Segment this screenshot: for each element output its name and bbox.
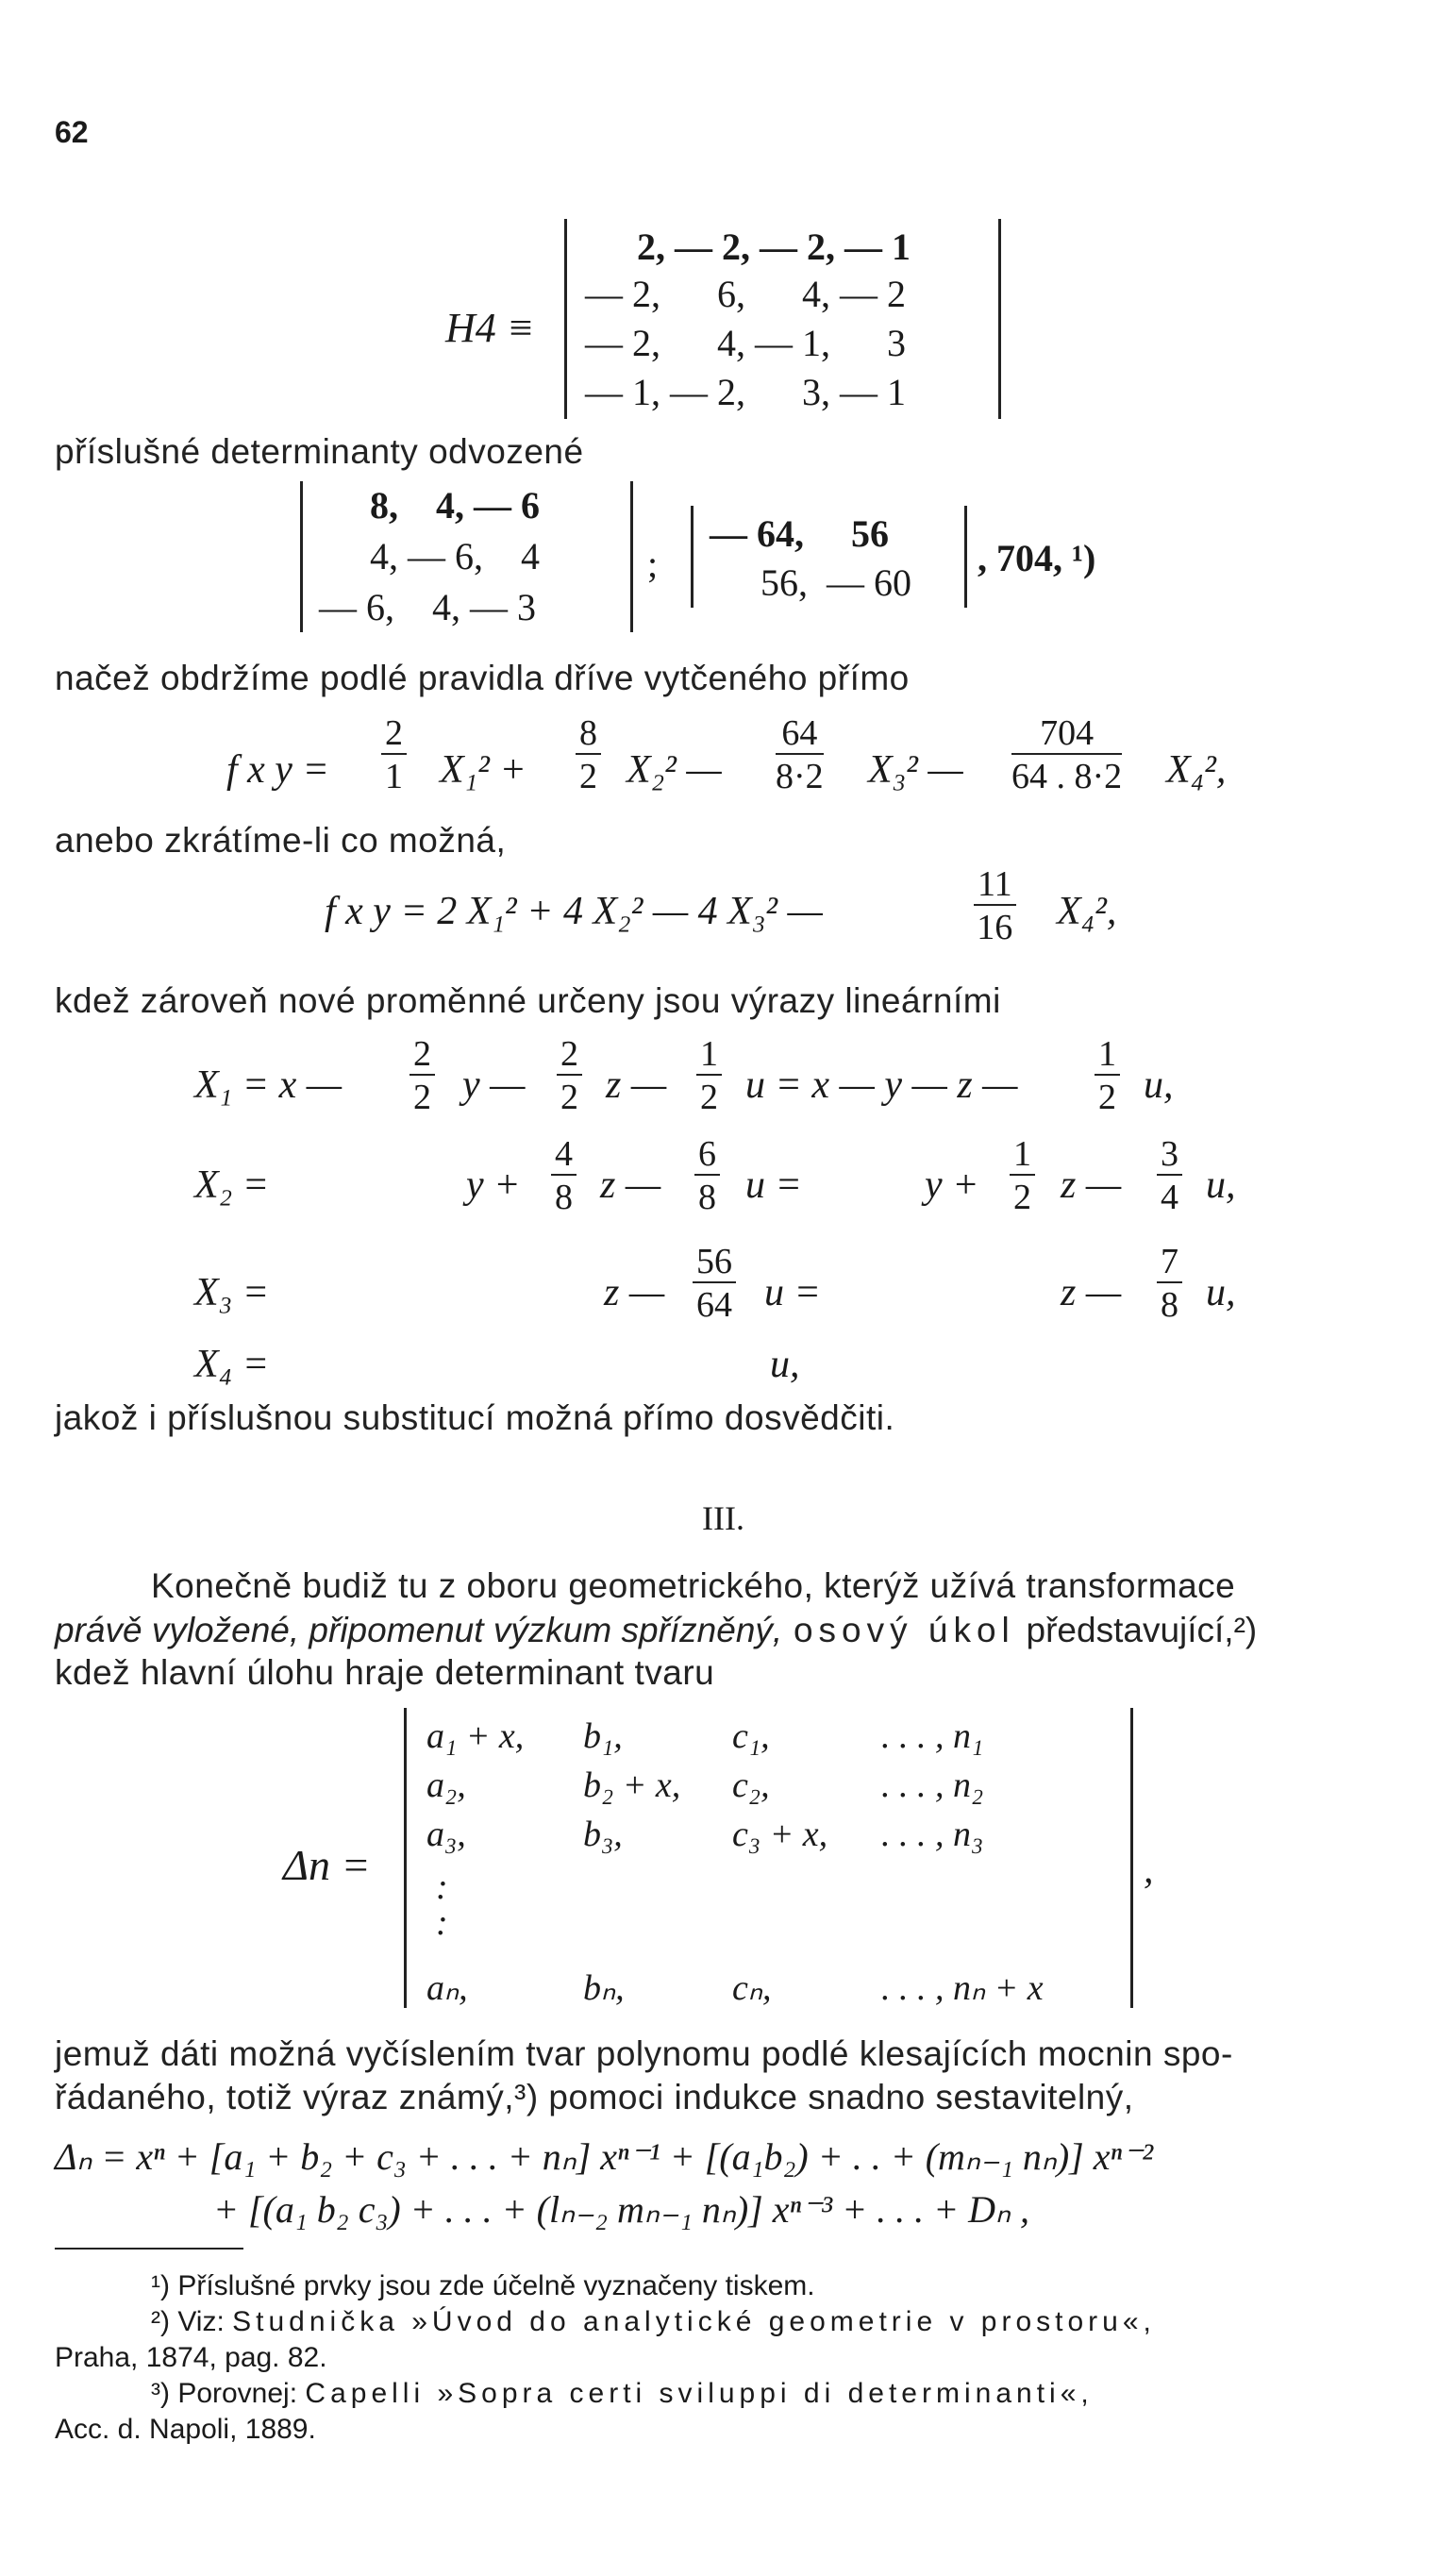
big-det-r2-c2: b₂ + x,	[583, 1765, 681, 1805]
eq1-frac-3-num: 64	[776, 715, 824, 755]
x1-frac-2-num: 2	[557, 1036, 582, 1076]
big-det-r3-c1: a₃,	[426, 1815, 466, 1854]
footnote-1: ¹) Příslušné prvky jsou zde účelně vyznačeny tiskem.	[151, 2270, 815, 2301]
para2-line-2: řádaného, totiž výraz známý,³) pomoci indukce snadno sestavitelný,	[55, 2078, 1134, 2116]
footnote-2-ref: Studnička »Úvod do analytické geometrie v prostoru«,	[232, 2306, 1156, 2337]
d2-row-1: — 64, 56	[710, 512, 889, 555]
para1-line-1: Konečně budiž tu z oboru geometrického, kterýž užívá transformace	[151, 1566, 1236, 1605]
big-det-right-bar	[1130, 1708, 1133, 2008]
big-det-vdots: :	[436, 1867, 448, 1907]
x1-frac-3-den: 2	[700, 1078, 718, 1117]
x1-frac-1-den: 2	[413, 1078, 431, 1117]
x1-frac-3-num: 1	[696, 1036, 722, 1076]
dets-separator: ;	[647, 543, 659, 585]
h4-label: H4 ≡	[445, 305, 535, 351]
eq1-frac-2-num: 8	[576, 715, 601, 755]
x3-term-a: z —	[604, 1271, 665, 1314]
eq1-frac-1-den: 1	[385, 757, 403, 796]
big-det-r5-c4: . . . , nₙ + x	[881, 1968, 1044, 2008]
x2-term-b: z —	[600, 1163, 661, 1207]
big-det-r2-c4: . . . , n₂	[881, 1765, 984, 1805]
eq1-frac-4-den: 64 . 8·2	[1011, 757, 1123, 796]
eq1-term-1: X₁² +	[440, 748, 526, 792]
x3-term-c: z —	[1061, 1271, 1122, 1314]
para2-line-1: jemuž dáti možná vyčíslením tvar polynomu podlé klesajících mocnin spo-	[55, 2034, 1233, 2073]
big-det-vdots-2: :	[436, 1903, 448, 1943]
big-det-r2-c1: a₂,	[426, 1765, 466, 1805]
x1-frac-4-den: 2	[1098, 1078, 1116, 1117]
text-obtain: načež obdržíme podlé pravidla dříve vytčeného přímo	[55, 659, 910, 697]
d3-row-1: 8, 4, — 6	[370, 484, 540, 527]
x2-frac-2-den: 8	[698, 1178, 716, 1217]
eq1-frac-2-den: 2	[579, 757, 597, 796]
x2-term-c: u =	[745, 1163, 802, 1207]
footnote-2	[151, 2306, 1156, 2338]
x2-frac-3-den: 2	[1013, 1178, 1031, 1217]
eq2-frac	[974, 866, 1016, 945]
big-det-r1-c1: a₁ + x,	[426, 1716, 525, 1756]
eq2-frac-den: 16	[977, 908, 1013, 947]
text-verify: jakož i příslušnou substitucí možná přímo dosvědčiti.	[55, 1398, 895, 1437]
big-det-r1-c2: b₁,	[583, 1716, 623, 1756]
x1-lhs: X₁ = x —	[194, 1063, 343, 1107]
x3-frac-2-den: 8	[1161, 1285, 1178, 1325]
d3-left-bar	[300, 481, 303, 632]
footnote-3-lead: ³) Porovnej:	[151, 2378, 298, 2409]
para1-line-2-italic: právě vyložené, připomenut výzkum spřízněný,	[55, 1611, 783, 1649]
x2-frac-3	[1010, 1136, 1035, 1215]
x1-frac-1	[409, 1036, 435, 1115]
x1-frac-3	[696, 1036, 722, 1115]
text-shorten: anebo zkrátíme-li co možná,	[55, 821, 507, 860]
x4-term-a: u,	[770, 1343, 800, 1386]
eq1-frac-3-den: 8·2	[776, 757, 824, 796]
x3-term-b: u =	[764, 1271, 821, 1314]
x2-term-e: z —	[1061, 1163, 1122, 1207]
x3-frac-1	[693, 1244, 736, 1323]
x2-term-d: y +	[925, 1163, 979, 1207]
eq1-frac-4-num: 704	[1011, 715, 1122, 755]
d2-left-bar	[691, 506, 694, 608]
eq2-frac-num: 11	[974, 866, 1016, 906]
big-det-r1-c3: c₁,	[732, 1716, 770, 1756]
x2-frac-2	[694, 1136, 720, 1215]
x2-frac-1-den: 8	[555, 1178, 573, 1217]
big-det-r3-c2: b₃,	[583, 1815, 623, 1854]
eq1-frac-1	[381, 715, 407, 795]
x2-term-g: u,	[1206, 1163, 1236, 1207]
h4-row-2: — 2, 6, 4, — 2	[585, 273, 906, 315]
eq1-frac-2	[576, 715, 601, 795]
eq2-lhs: f x y = 2 X₁² + 4 X₂² — 4 X₃² —	[325, 890, 823, 933]
x1-frac-2	[557, 1036, 582, 1115]
h4-row-4: — 1, — 2, 3, — 1	[585, 371, 906, 413]
eq1-term-3: X₃² —	[868, 748, 963, 792]
eq1-term-4: X₄²,	[1166, 748, 1227, 792]
d2-row-2: 56, — 60	[760, 561, 911, 604]
x2-frac-4	[1157, 1136, 1182, 1215]
eq1-frac-4	[1011, 715, 1122, 795]
x3-lhs: X₃ =	[194, 1271, 270, 1314]
para1-line-2-spaced: osový úkol	[793, 1611, 1015, 1649]
big-det-r1-c4: . . . , n₁	[881, 1716, 984, 1756]
footnote-rule	[55, 2248, 243, 2250]
text-derived: příslušné determinanty odvozené	[55, 432, 584, 471]
text-new-vars: kdež zároveň nové proměnné určeny jsou výrazy lineárními	[55, 981, 1001, 1020]
big-det-label: Δn =	[283, 1841, 371, 1889]
footnote-3-cont: Acc. d. Napoli, 1889.	[55, 2414, 316, 2445]
x2-frac-4-den: 4	[1161, 1178, 1178, 1217]
big-det-tail: ,	[1144, 1848, 1154, 1892]
poly-line-2: + [(a₁ b₂ c₃) + . . . + (lₙ₋₂ mₙ₋₁ nₙ)] xⁿ⁻³ + . . . + Dₙ ,	[213, 2188, 1029, 2231]
para1-line-2	[55, 1610, 1257, 1650]
x2-frac-3-num: 1	[1010, 1136, 1035, 1176]
d3-row-2: 4, — 6, 4	[370, 535, 540, 577]
big-det-r3-c4: . . . , n₃	[881, 1815, 984, 1854]
para1-line-2-end: představující,²)	[1026, 1611, 1258, 1649]
h4-right-bar	[998, 219, 1001, 419]
page-number: 62	[55, 115, 89, 149]
x1-term-a: y —	[462, 1063, 526, 1107]
x1-term-d: u,	[1144, 1063, 1174, 1107]
x3-frac-1-num: 56	[693, 1244, 736, 1283]
para1-line-3: kdež hlavní úlohu hraje determinant tvaru	[55, 1653, 715, 1692]
x3-frac-2	[1157, 1244, 1182, 1323]
x1-term-b: z —	[606, 1063, 667, 1107]
big-det-left-bar	[404, 1708, 407, 2008]
h4-left-bar	[564, 219, 567, 419]
x1-frac-1-num: 2	[409, 1036, 435, 1076]
eq1-frac-1-num: 2	[381, 715, 407, 755]
footnote-2-cont: Praha, 1874, pag. 82.	[55, 2342, 327, 2373]
big-det-r3-c3: c₃ + x,	[732, 1815, 828, 1854]
x2-term-a: y +	[466, 1163, 521, 1207]
x1-term-c: u = x — y — z —	[745, 1063, 1018, 1107]
x1-frac-4-num: 1	[1095, 1036, 1120, 1076]
x3-frac-1-den: 64	[696, 1285, 732, 1325]
footnote-3-ref: Capelli »Sopra certi sviluppi di determinanti«,	[305, 2378, 1094, 2409]
x2-frac-1-num: 4	[551, 1136, 577, 1176]
footnote-3	[151, 2378, 1094, 2410]
x1-frac-4	[1095, 1036, 1120, 1115]
eq1-lhs: f x y =	[226, 748, 329, 792]
x3-term-d: u,	[1206, 1271, 1236, 1314]
x2-frac-1	[551, 1136, 577, 1215]
poly-line-1: Δₙ = xⁿ + [a₁ + b₂ + c₃ + . . . + nₙ] xⁿ⁻¹ + [(a₁b₂) + . . + (mₙ₋₁ nₙ)] xⁿ⁻²	[55, 2135, 1154, 2178]
x3-frac-2-num: 7	[1157, 1244, 1182, 1283]
d3-right-bar	[630, 481, 633, 632]
x4-lhs: X₄ =	[194, 1343, 270, 1386]
x2-frac-4-num: 3	[1157, 1136, 1182, 1176]
section-heading: III.	[702, 1499, 744, 1537]
d2-right-bar	[964, 506, 967, 608]
eq1-frac-3	[776, 715, 824, 795]
x2-frac-2-num: 6	[694, 1136, 720, 1176]
eq2-tail: X₄²,	[1057, 890, 1117, 933]
big-det-r5-c3: cₙ,	[732, 1968, 772, 2008]
big-det-r5-c2: bₙ,	[583, 1968, 625, 2008]
big-det-r2-c3: c₂,	[732, 1765, 770, 1805]
big-det-r5-c1: aₙ,	[426, 1968, 468, 2008]
d3-row-3: — 6, 4, — 3	[319, 586, 536, 628]
eq1-term-2: X₂² —	[627, 748, 722, 792]
dets-tail: , 704, ¹)	[978, 537, 1096, 579]
x2-lhs: X₂ =	[194, 1163, 270, 1207]
h4-row-1: 2, — 2, — 2, — 1	[637, 226, 911, 268]
x1-frac-2-den: 2	[560, 1078, 578, 1117]
h4-row-3: — 2, 4, — 1, 3	[585, 322, 906, 364]
footnote-2-lead: ²) Viz:	[151, 2306, 225, 2337]
